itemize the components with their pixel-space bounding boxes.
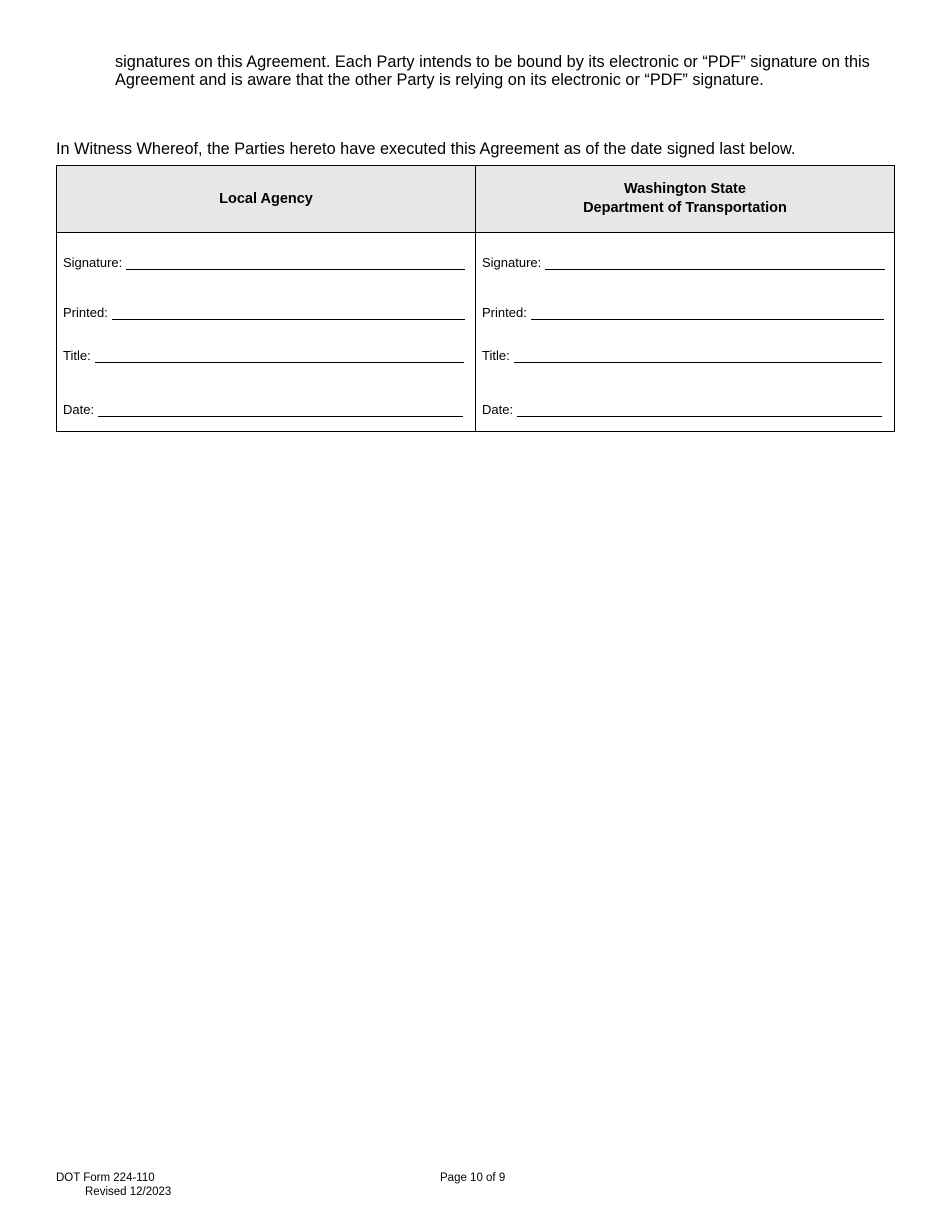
local-date-field[interactable]: [63, 402, 463, 417]
title-line[interactable]: [95, 348, 464, 363]
title-label: Title:: [63, 348, 91, 363]
column-divider: [475, 166, 476, 431]
printed-line[interactable]: [531, 305, 884, 320]
wsdot-header: [476, 166, 894, 233]
local-title-field[interactable]: [63, 348, 464, 363]
local-signature-field[interactable]: [63, 255, 465, 270]
title-label: Title:: [482, 348, 510, 363]
title-line[interactable]: [514, 348, 882, 363]
page-number: Page 10 of 9: [440, 1172, 506, 1184]
signature-label: Signature:: [63, 255, 123, 270]
date-line[interactable]: [98, 402, 463, 417]
local-printed-field[interactable]: [63, 305, 465, 320]
wsdot-header-line2: Department of Transportation: [583, 200, 787, 216]
wsdot-date-field[interactable]: [482, 402, 882, 417]
wsdot-title-field[interactable]: [482, 348, 882, 363]
date-line[interactable]: [517, 402, 882, 417]
signature-line[interactable]: [545, 255, 885, 270]
signature-line[interactable]: [126, 255, 465, 270]
local-agency-header: [57, 166, 475, 233]
agreement-paragraph: signatures on this Agreement. Each Party intends to be bound by its electronic or “PDF” signature on this Agreement and is aware that the other Party is relying on its electronic or “PDF” signature.: [115, 53, 870, 89]
date-label: Date:: [482, 402, 514, 417]
date-label: Date:: [63, 402, 95, 417]
witness-statement: In Witness Whereof, the Parties hereto have executed this Agreement as of the date signed last below.: [56, 140, 796, 158]
printed-label: Printed:: [63, 305, 108, 320]
wsdot-signature-field[interactable]: [482, 255, 885, 270]
form-number: DOT Form 224-110: [56, 1172, 155, 1184]
signature-table: [56, 165, 895, 432]
wsdot-header-line1: Washington State: [624, 181, 746, 197]
revision-date: Revised 12/2023: [85, 1186, 172, 1198]
printed-line[interactable]: [112, 305, 465, 320]
signature-label: Signature:: [482, 255, 542, 270]
local-agency-header-text: Local Agency: [219, 190, 313, 207]
printed-label: Printed:: [482, 305, 527, 320]
wsdot-printed-field[interactable]: [482, 305, 884, 320]
